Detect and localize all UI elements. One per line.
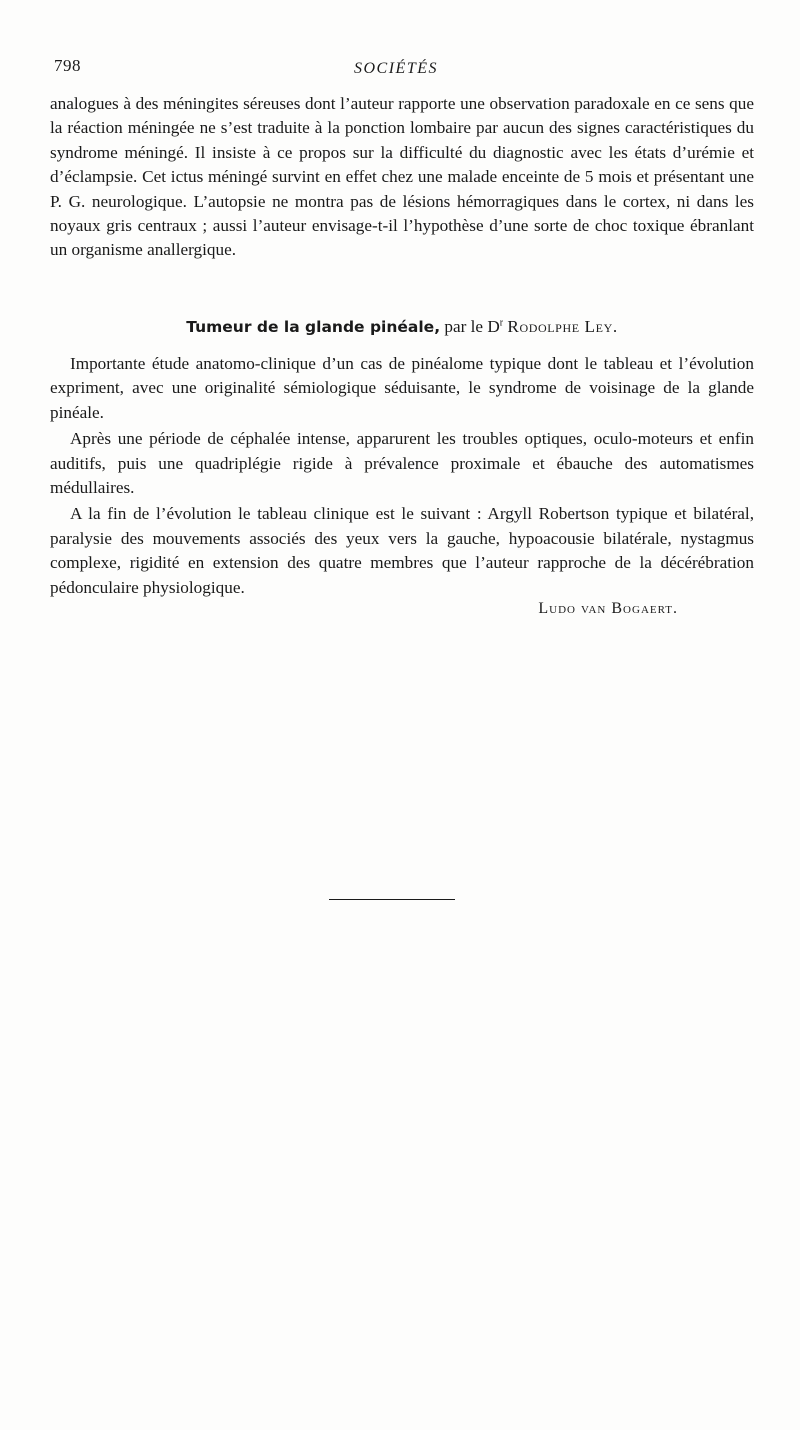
article-author: Rodolphe Ley.	[507, 317, 618, 336]
running-head	[54, 56, 754, 84]
byline-sup: r	[499, 317, 504, 329]
journal-title: SOCIÉTÉS	[354, 60, 438, 77]
body-paragraph: A la fin de l’évolution le tableau clinique est le suivant : Argyll Robertson typique et bilatéral, paralysie des mouvements associés des yeux vers la gauche, hypoacousie bilatérale, nystagmus complexe, rigidité en extension des quatre membres que l’auteur rapproche de la décérébration pédonculaire physiologique.	[50, 504, 754, 597]
article-body	[50, 352, 754, 600]
body-paragraph: Importante étude anatomo-clinique d’un cas de pinéalome typique dont le tableau et l’évolution expriment, avec une originalité sémiologique séduisante, le syndrome de voisinage de la glande pinéale.	[50, 354, 754, 422]
article-heading	[50, 317, 754, 337]
article-title: Tumeur de la glande pinéale,	[186, 318, 441, 336]
body-paragraph: Après une période de céphalée intense, apparurent les troubles optiques, oculo-moteurs et enfin auditifs, puis une quadriplégie rigide à prévalence proximale et ébauche des automatismes médullaires.	[50, 429, 754, 498]
byline-prefix: par le D	[444, 317, 500, 336]
continued-text	[50, 92, 754, 263]
continued-paragraph: analogues à des méningites séreuses dont l’auteur rapporte une observation paradoxale en ce sens que la réaction méningée ne s’est traduite à la ponction lombaire par aucun des signes caractéristiques du syndrome méningé. Il insiste à ce propos sur la difficulté du diagnostic avec les états d’urémie et d’éclampsie. Cet ictus méningé survint en effet chez une malade enceinte de 5 mois et présentant une P. G. neurologique. L’autopsie ne montra pas de lésions hémorragiques dans le cortex, ni dans les noyaux gris centraux ; aussi l’auteur envisage-t-il l’hypothèse d’une sorte de choc toxique ébranlant un organisme anallergique.	[50, 94, 754, 260]
page-number: 798	[54, 56, 81, 75]
review-signature: Ludo van Bogaert.	[538, 600, 678, 617]
section-divider	[329, 899, 455, 900]
